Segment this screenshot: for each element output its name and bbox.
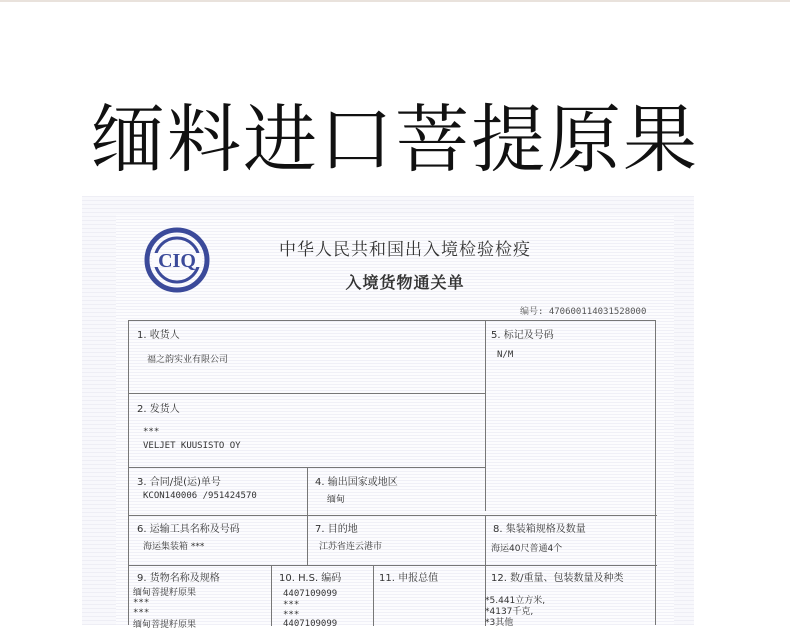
document-title: 中华人民共和国出入境检验检疫 [279,240,531,260]
row-divider [129,393,485,394]
serial-number-line [520,304,646,317]
hs-code-line: *** [283,610,300,620]
row-divider [129,565,657,566]
column-divider [485,321,486,511]
consignor-value-line2: VELJET KUUSISTO OY [143,441,241,451]
quantity-line: *3其他 [485,618,514,628]
transport-value: 海运集装箱 *** [143,542,205,552]
quantity-line: *4137千克, [485,607,534,617]
goods-label: 9. 货物名称及规格 [137,573,220,584]
destination-value: 江苏省连云港市 [319,542,383,552]
hs-code-line: *** [283,600,300,610]
origin-value: 缅甸 [327,495,346,505]
logo-text: CIQ [158,250,196,272]
serial-label: 编号: [520,307,544,317]
column-divider [307,467,308,565]
consignee-label: 1. 收货人 [137,330,180,341]
transport-label: 6. 运输工具名称及号码 [137,524,240,535]
top-divider [0,0,790,2]
packing-value: 海运40尺普通4个 [491,544,563,554]
hs-code-label: 10. H.S. 编码 [279,573,342,584]
quantity-line: *5.441立方米, [485,596,546,606]
page-headline: 缅料进口菩提原果 [91,97,699,183]
marks-label: 5. 标记及号码 [491,330,554,341]
origin-label: 4. 输出国家或地区 [315,477,398,488]
column-divider [373,565,374,626]
contract-value: KCON140006 /951424570 [143,491,257,501]
goods-line: 缅甸菩提籽原果 [133,620,197,630]
destination-label: 7. 目的地 [315,524,358,535]
row-divider [129,515,657,516]
hs-code-line: 4407109099 [283,619,338,629]
document-subtitle: 入境货物通关单 [345,273,465,292]
consignee-value: 福之韵实业有限公司 [147,355,229,365]
contract-label: 3. 合同/提(运)单号 [137,477,221,488]
goods-line: *** [133,608,150,618]
column-divider [271,565,272,626]
serial-number: 470600114031528000 [548,307,647,317]
declared-value-label: 11. 申报总值 [379,573,439,584]
marks-value: N/M [497,350,514,360]
packing-label: 8. 集装箱规格及数量 [493,524,586,535]
certificate-form [128,320,656,630]
ciq-logo [144,227,210,293]
consignor-value-line1: *** [143,427,160,437]
goods-line: 缅甸菩提籽原果 [133,588,197,598]
consignor-label: 2. 发货人 [137,404,180,415]
goods-line: *** [133,598,150,608]
quantity-label: 12. 数/重量、包装数量及种类 [491,573,624,584]
hs-code-line: 4407109099 [283,589,338,599]
